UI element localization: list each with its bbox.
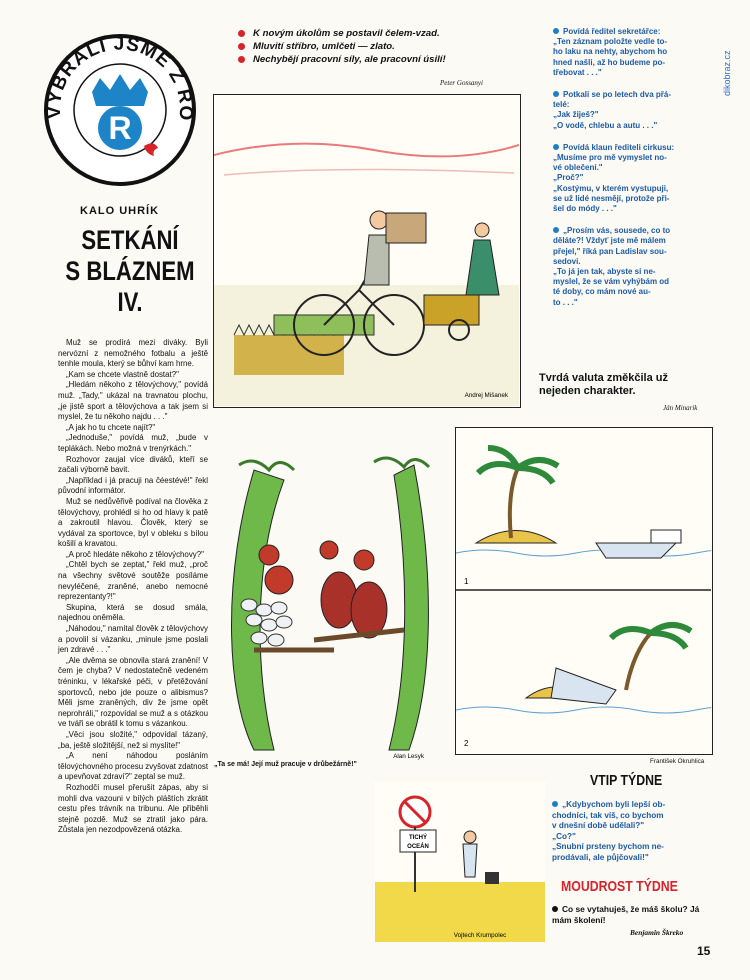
- title-line: IV.: [117, 287, 143, 317]
- paragraph: Rozhovor zaujal více diváků, kteří se začali výborně bavit.: [58, 454, 208, 475]
- cartoon-bicycle: [213, 94, 521, 408]
- svg-text:R: R: [108, 110, 132, 146]
- blue-bullet-icon: [553, 91, 559, 97]
- right-column-jokes: [553, 27, 715, 320]
- paragraph: Rozhodčí musel přerušit zápas, aby si mohli dva vazouni v bílých pláštích zkrátit cestu přes trávník na tribunu. Ale přiběhli stejně pozdě. Muž se ztratil jako pára. Zůstala jen nezodpovězená otázka.: [58, 782, 208, 835]
- cartoon-credit: Vojtech Krumpolec: [453, 932, 507, 939]
- paragraph: „Věci jsou složité," odpovídal tázaný, „ba, ještě složitější, než si myslíte!": [58, 729, 208, 750]
- cartoon-beach: [375, 782, 545, 942]
- page-number: 15: [697, 944, 711, 958]
- weekly-quote: Tvrdá valuta změkčila už nejeden charakter.: [539, 372, 668, 397]
- title-line: S BLÁZNEM: [65, 256, 195, 286]
- cartoon-credit: Alan Lesyk: [393, 753, 424, 760]
- black-bullet-icon: [552, 906, 558, 912]
- paragraph: „A jak ho tu chcete najít?": [66, 422, 156, 432]
- vtip-body: „Kdybychom byli lepší ob- chodníci, tak víš, co bychom v dnešní době udělali?" „Co?" „Snubní prsteny bychom ne- prodávali, ale půjčovali!": [552, 800, 666, 862]
- sign-text: TICHÝ: [409, 835, 427, 841]
- joke: Povídá ředitel sekretářce: „Ten záznam položte vedle to- ho laku na nehty, abychom ho hned našli, až ho budeme po- třebovat . . .": [553, 27, 668, 77]
- top-quotes: [238, 27, 538, 66]
- title-line: SETKÁNÍ: [81, 225, 179, 255]
- quotes-author: Peter Gossanyi: [440, 79, 483, 87]
- paragraph: Skupina, která se dosud smála, najednou oněměla.: [58, 602, 208, 623]
- article-title: [64, 225, 195, 318]
- paragraph: „Jednoduše," povídá muž, „bude v teplákách. Nebo možná v trenýrkách.": [58, 433, 208, 453]
- article-body: [58, 338, 208, 836]
- paragraph: Muž se prodírá mezi diváky. Byli nervózní z nemožného fotbalu a ještě tenhle moula, který se bůhví kam hrne.: [58, 338, 208, 369]
- paragraph: „A proč hledáte někoho z tělovýchovy?": [66, 549, 204, 559]
- crown-icon: [92, 74, 148, 106]
- paragraph: „Například i já pracuji na čéestévé!" řekl původní informátor.: [58, 475, 208, 496]
- blue-bullet-icon: [553, 144, 559, 150]
- quote-item: Nechybějí pracovní síly, ale pracovní úsilí!: [238, 53, 538, 66]
- moudrost-body: Co se vytahuješ, že máš školu? Já mám školení!: [552, 904, 700, 925]
- paragraph: „Náhodou," namítal člověk z tělovýchovy a povolil si vázanku, „minule jsme poslali jen zdravé . . .": [58, 624, 208, 655]
- paragraph: Muž se nedůvěřivě podíval na člověka z tělovýchovy, prohlédl si ho od hlavy k patě a zakroutil hlavou. Člověk, který se vydával za sportovce, byl v obleku s bílou košilí a kravatou.: [58, 496, 208, 549]
- paragraph: „Chtěl bych se zeptat," řekl muž, „proč na všechny světové soutěže posíláme nevyléčené, zraněné, anebo nemocné reprezentanty?!": [58, 560, 208, 602]
- blue-bullet-icon: [553, 227, 559, 233]
- joke: Potkali se po letech dva přá- telé: „Jak žiješ?" „O vodě, chlebu a autu . . .": [553, 90, 672, 130]
- blue-bullet-icon: [553, 28, 559, 34]
- rohac-stamp-logo: [40, 30, 200, 190]
- brand-watermark[interactable]: dikobraz.cz: [722, 50, 732, 96]
- weekly-quote-author: Ján Minarik: [663, 404, 698, 412]
- paragraph: „Kam se chcete vlastně dostat?": [66, 369, 179, 379]
- paragraph: „Hledám někoho z tělovýchovy," povídá muž. „Tady," ukázal na travnatou plochu, „je jistě sport a tělovýchova a tak jsem si myslel, že tu někoho najdu . . .": [58, 380, 208, 422]
- panel-number: 2: [464, 739, 469, 748]
- joke: „Prosím vás, sousede, co to děláte?! Vždyť jste mě málem přejel," říká pan Ladislav sou- sedovi. „To já jen tak, abyste si ne- myslel, že se vám vyhýbám od té doby, co mám nové au- to . . .": [553, 226, 671, 307]
- cartoon-credit: František Okruhlica: [650, 758, 705, 765]
- sign-text: OCEÁN: [407, 844, 429, 850]
- quote-item: K novým úkolům se postavil čelem-vzad.: [238, 27, 538, 40]
- quote-item: Mluvití stříbro, umlčeti — zlato.: [238, 40, 538, 53]
- cartoon-islands: [455, 427, 713, 755]
- panel-number: 1: [464, 577, 469, 586]
- vultures-caption: „Ta se má! Její muž pracuje v drůbežárně!": [214, 761, 357, 768]
- joke: Povídá klaun řediteli cirkusu: „Musíme pro mě vymyslet no- vé oblečení." „Proč?" „Kostýmu, v kterém vystupuji, se už lidé nesmějí, protože při- šel do módy . . .": [553, 142, 675, 214]
- cartoon-credit: Andrej Mišanek: [464, 392, 508, 399]
- paragraph: „Ale dvěma se obnovila stará zranění! V čem je chyba? V nedostatečně vedeném tréninku, v lékařské péči, v přetěžování sportovců, nebo jde pouze o alibismus? Měli jsme zraněných, div že jsme opět neprohráli," rozpovídal se muž a s otázkou ve tváři se obrátil k tomu s vázankou.: [58, 655, 208, 729]
- moudrost-author: Benjamin Škreko: [630, 928, 684, 937]
- cartoon-vultures: [214, 450, 449, 760]
- red-bullet-icon: [238, 56, 245, 63]
- red-bullet-icon: [238, 30, 245, 37]
- moudrost-title: MOUDROST TÝDNE: [561, 878, 678, 895]
- blue-bullet-icon: [552, 801, 558, 807]
- red-bullet-icon: [238, 43, 245, 50]
- stamp-ring-text: VYBRALI JSME Z RO: [43, 33, 197, 122]
- paragraph: „A není náhodou posláním tělovýchovného procesu zvyšovat zdatnost a upevňovat zdraví?" zeptal se muž.: [58, 751, 209, 782]
- vtip-title: VTIP TÝDNE: [590, 772, 663, 789]
- article-author: KALO UHRÍK: [80, 205, 160, 217]
